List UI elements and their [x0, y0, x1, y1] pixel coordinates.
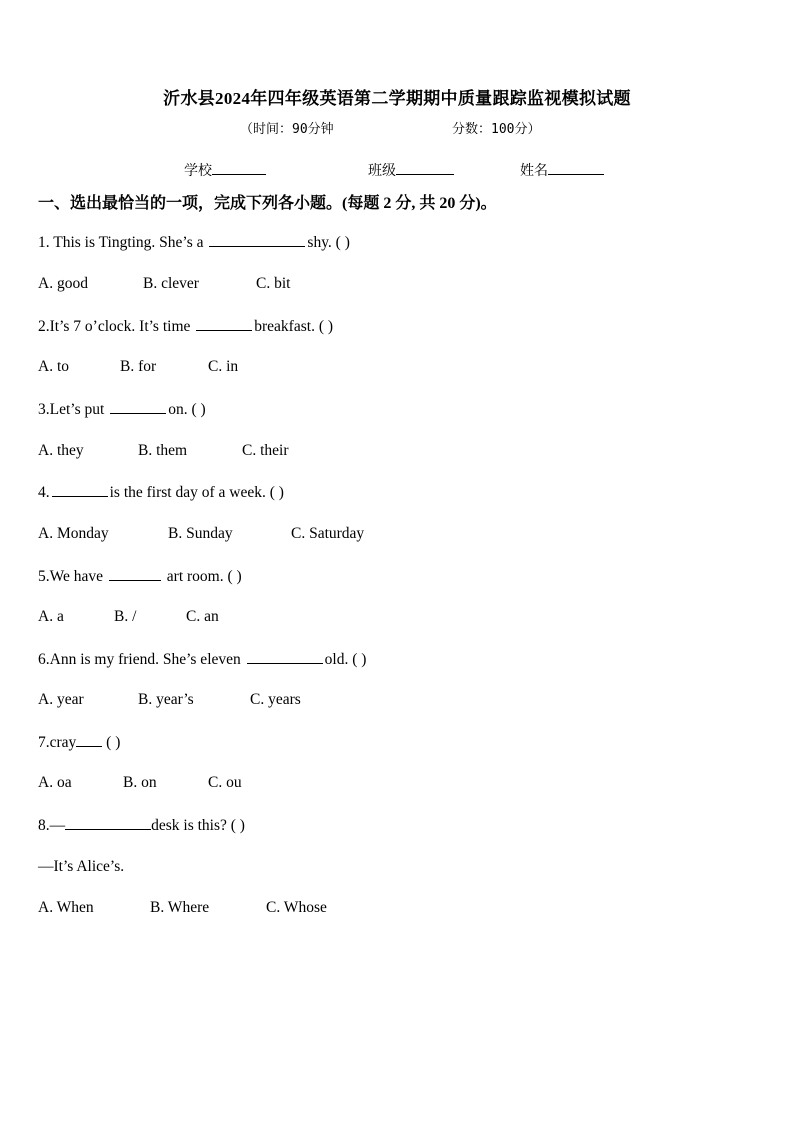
question-text: 5.We have	[38, 568, 107, 585]
option-a[interactable]: A. they	[38, 442, 84, 459]
question-text-end: art room. ( )	[162, 568, 242, 585]
answer-blank[interactable]	[209, 233, 305, 247]
exam-time: （时间：90分钟	[240, 122, 334, 137]
section-heading: 一、选出最恰当的一项，完成下列各小题。(每题 2 分, 共 20 分)。	[38, 195, 497, 212]
question-text-end: is the first day of a week. ( )	[109, 484, 284, 501]
question-6	[38, 650, 366, 669]
option-a[interactable]: A. When	[38, 899, 94, 916]
question-text: 1. This is Tingting. She’s a	[38, 234, 208, 251]
exam-title: 沂水县2024年四年级英语第二学期期中质量跟踪监视模拟试题	[163, 89, 631, 108]
option-a[interactable]: A. Monday	[38, 525, 109, 542]
question-text-end: old. ( )	[324, 651, 367, 668]
option-a[interactable]: A. year	[38, 691, 84, 708]
question-3	[38, 400, 206, 419]
answer-blank[interactable]	[110, 400, 166, 414]
option-c[interactable]: C. Saturday	[291, 525, 365, 542]
answer-blank[interactable]	[109, 567, 161, 581]
option-c[interactable]: C. their	[242, 442, 289, 459]
option-a[interactable]: A. to	[38, 358, 69, 375]
option-c[interactable]: C. in	[208, 358, 239, 375]
option-b[interactable]: B. /	[114, 608, 137, 625]
option-c[interactable]: C. years	[250, 691, 301, 708]
question-2	[38, 317, 333, 336]
question-text-end: desk is this? ( )	[151, 817, 245, 834]
answer-blank[interactable]	[52, 483, 108, 497]
question-text-end: ( )	[102, 734, 121, 751]
option-b[interactable]: B. Where	[150, 899, 210, 916]
option-b[interactable]: B. on	[123, 774, 157, 791]
option-b[interactable]: B. for	[120, 358, 157, 375]
question-text: 6.Ann is my friend. She’s eleven	[38, 651, 245, 668]
answer-blank[interactable]	[196, 317, 252, 331]
school-blank[interactable]	[212, 160, 266, 175]
option-b[interactable]: B. them	[138, 442, 188, 459]
class-label: 班级	[368, 164, 396, 179]
question-text: 7.cray	[38, 734, 77, 751]
question-text-end: shy. ( )	[307, 234, 350, 251]
answer-blank[interactable]	[65, 816, 151, 830]
name-label: 姓名	[520, 164, 548, 179]
question-7	[38, 733, 120, 752]
option-b[interactable]: B. Sunday	[168, 525, 233, 542]
name-field	[520, 160, 604, 180]
option-c[interactable]: C. ou	[208, 774, 242, 791]
option-b[interactable]: B. year’s	[138, 691, 194, 708]
question-8-reply: —It’s Alice’s.	[38, 858, 125, 875]
option-a[interactable]: A. oa	[38, 774, 72, 791]
option-c[interactable]: C. an	[186, 608, 219, 625]
option-c[interactable]: C. bit	[256, 275, 291, 292]
question-text: 4.	[38, 484, 50, 501]
question-text: 2.It’s 7 o’clock. It’s time	[38, 318, 195, 335]
class-field	[368, 160, 454, 180]
question-text-end: on. ( )	[168, 401, 206, 418]
question-4	[38, 483, 284, 502]
option-c[interactable]: C. Whose	[266, 899, 327, 916]
class-blank[interactable]	[396, 160, 454, 175]
option-a[interactable]: A. a	[38, 608, 64, 625]
school-field	[184, 160, 266, 180]
question-text: 8.—	[38, 817, 66, 834]
option-b[interactable]: B. clever	[143, 275, 199, 292]
exam-score: 分数：100分）	[452, 122, 541, 137]
question-1	[38, 233, 350, 252]
question-text: 3.Let’s put	[38, 401, 109, 418]
answer-blank[interactable]	[247, 650, 323, 664]
name-blank[interactable]	[548, 160, 604, 175]
answer-blank[interactable]	[76, 733, 102, 747]
question-8	[38, 816, 245, 835]
question-text-end: breakfast. ( )	[254, 318, 334, 335]
question-5	[38, 567, 242, 586]
school-label: 学校	[184, 164, 212, 179]
option-a[interactable]: A. good	[38, 275, 88, 292]
